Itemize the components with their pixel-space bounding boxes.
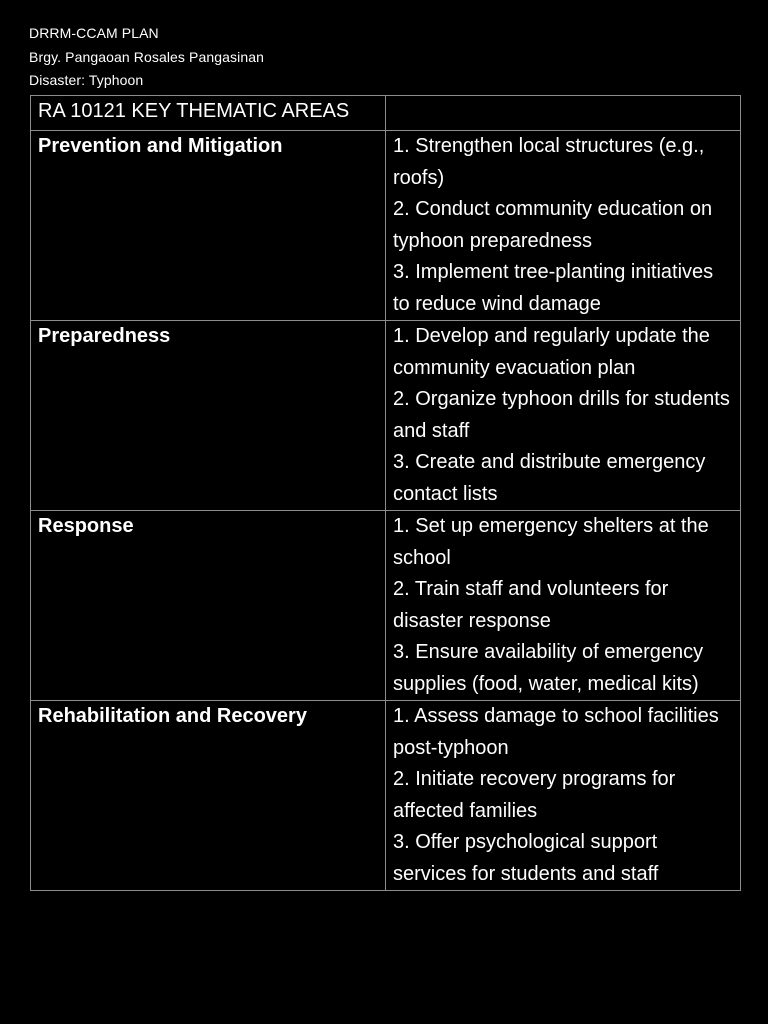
thematic-area-cell: Preparedness xyxy=(31,321,386,511)
thematic-area-cell: Response xyxy=(31,511,386,701)
action-item: 2. Conduct community education on typhoon preparedness xyxy=(393,198,713,252)
actions-cell xyxy=(386,131,741,321)
action-item: 1. Assess damage to school facilities post-typhoon xyxy=(393,705,719,759)
actions-cell xyxy=(386,321,741,511)
actions-cell xyxy=(386,701,741,891)
thematic-area-cell: Prevention and Mitigation xyxy=(31,131,386,321)
action-item: 2. Train staff and volunteers for disaster response xyxy=(393,578,669,632)
action-item: 3. Create and distribute emergency contact lists xyxy=(393,451,706,505)
thematic-areas-header: RA 10121 KEY THEMATIC AREAS xyxy=(31,96,386,131)
plan-title: DRRM-CCAM PLAN xyxy=(29,25,159,41)
action-item: 3. Ensure availability of emergency supplies (food, water, medical kits) xyxy=(393,641,704,695)
action-item: 1. Strengthen local structures (e.g., roofs) xyxy=(393,135,705,189)
thematic-area-cell: Rehabilitation and Recovery xyxy=(31,701,386,891)
actions-cell xyxy=(386,511,741,701)
disaster-type: Disaster: Typhoon xyxy=(29,72,144,88)
drrm-plan-table xyxy=(30,95,741,891)
actions-header xyxy=(386,96,741,131)
action-item: 3. Offer psychological support services for students and staff xyxy=(393,831,659,885)
table-row xyxy=(31,131,741,321)
action-item: 2. Organize typhoon drills for students and staff xyxy=(393,388,730,442)
action-item: 1. Develop and regularly update the community evacuation plan xyxy=(393,325,710,379)
barangay-location: Brgy. Pangaoan Rosales Pangasinan xyxy=(29,48,264,65)
action-item: 2. Initiate recovery programs for affected families xyxy=(393,768,676,822)
action-item: 3. Implement tree-planting initiatives to reduce wind damage xyxy=(393,261,714,315)
document-header xyxy=(29,22,264,93)
table-header-row xyxy=(31,96,741,131)
table-row xyxy=(31,701,741,891)
table-row xyxy=(31,511,741,701)
action-item: 1. Set up emergency shelters at the school xyxy=(393,515,709,569)
table-row xyxy=(31,321,741,511)
